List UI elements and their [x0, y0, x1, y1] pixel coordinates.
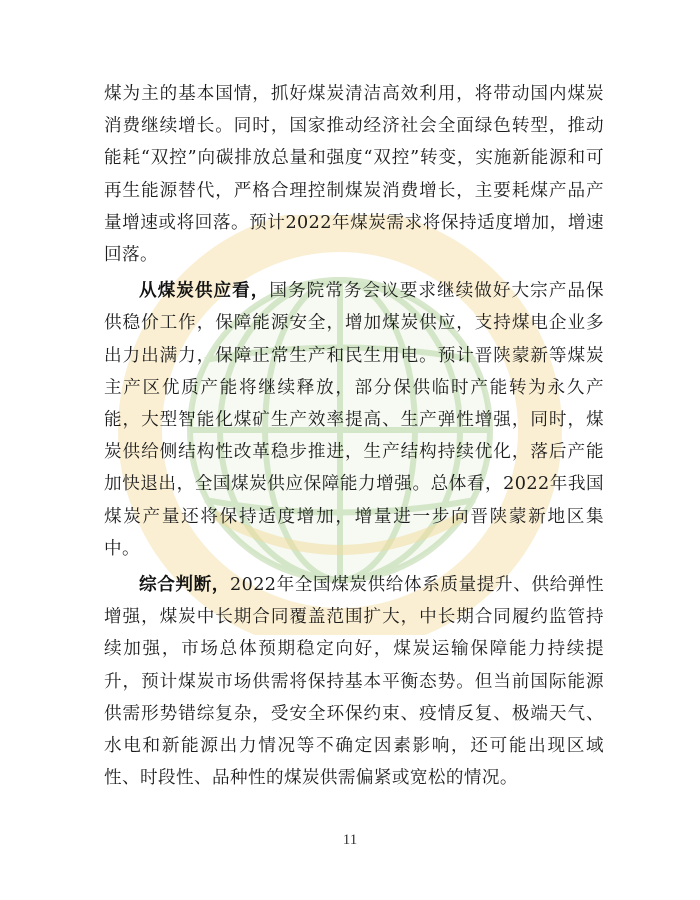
paragraph-text: 煤为主的基本国情，抓好煤炭清洁高效利用，将带动国内煤炭消费继续增长。同时，国家推动经济社会全面绿色转型，推动能耗“双控”向碳排放总量和强度“双控”转变，实施新能源和可再生能源替代，严格合理控制煤炭消费增长，主要耗煤产品产量增速或将回落。预计2022年煤炭需求将保持适度增加，增速回落。 — [104, 84, 604, 266]
paragraph-text: 2022年全国煤炭供给体系质量提升、供给弹性增强，煤炭中长期合同覆盖范围扩大，中长期合同履约监管持续加强，市场总体预期稳定向好，煤炭运输保障能力持续提升，预计煤炭市场供需将保持基本平衡态势。但当前国际能源供需形势错综复杂，受安全环保约束、疫情反复、极端天气、水电和新能源出力情况等不确定因素影响，还可能出现区域性、时段性、品种性的煤炭供需偏紧或宽松的情况。 — [104, 575, 604, 789]
paragraph-text: 国务院常务会议要求继续做好大宗产品保供稳价工作，保障能源安全，增加煤炭供应，支持煤电企业多出力出满力，保障正常生产和民生用电。预计晋陕蒙新等煤炭主产区优质产能将继续释放，部分保供临时产能转为永久产能，大型智能化煤矿生产效率提高、生产弹性增强，同时，煤炭供给侧结构性改革稳步推进，生产结构持续优化，落后产能加快退出，全国煤炭供应保障能力增强。总体看，2022年我国煤炭产量还将保持适度增加，增量进一步向晋陕蒙新地区集中。 — [104, 281, 604, 559]
paragraph-lead: 综合判断， — [139, 575, 231, 596]
paragraph-conclusion — [104, 569, 604, 794]
document-body — [104, 78, 604, 798]
paragraph-demand — [104, 78, 604, 271]
page-number: 11 — [342, 832, 358, 848]
paragraph-lead: 从煤炭供应看， — [139, 281, 270, 302]
paragraph-supply — [104, 275, 604, 565]
